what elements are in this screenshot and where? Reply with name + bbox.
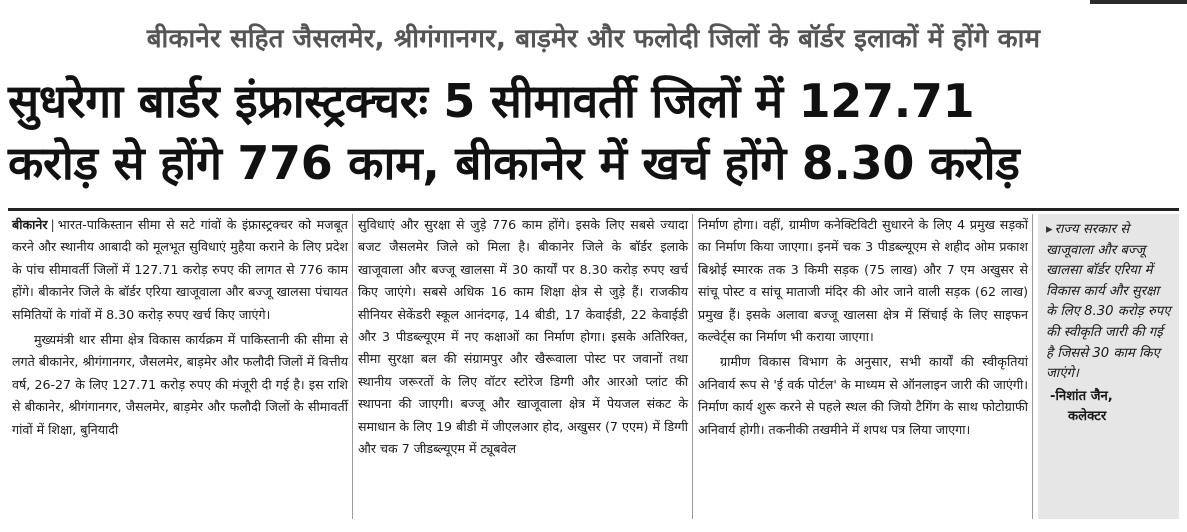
headline — [8, 70, 1179, 194]
article-column-3 — [698, 214, 1028, 441]
paragraph-text: भारत-पाकिस्तान सीमा से सटे गांवों के इंफ्रास्ट्रक्चर को मजबूत करने और स्थानीय आबादी को मूलभूत सुविधाएं मुहैया कराने के लिए प्रदेश के पांच सीमावर्ती जिलों में 127.71 करोड़ रुपए की लागत से 776 काम होंगे। बीकानेर जिले के बॉर्डर एरिया खाजूवाला और बज्जू खालसा पंचायत समितियों के गांवों में 8.30 करोड़ रुपए खर्च किए जाएंगे। — [12, 217, 348, 322]
paragraph: निर्माण होगा। वहीं, ग्रामीण कनेक्टिविटी सुधारने के लिए 4 प्रमुख सड़कों का निर्माण किया जाएगा। इनमें चक 3 पीडब्ल्यूएम से शहीद ओम प्रकाश बिश्नोई स्मारक तक 3 किमी सड़क (75 लाख) और 7 एम अखुसर से सांचू पोस्ट व सांचू माताजी मंदिर की ओर जाने वाली सड़क (62 लाख) प्रमुख हैं। इसके अलावा बज्जू खालसा क्षेत्र में सिंचाई के लिए साइफन कल्वेर्ट्स का निर्माण भी कराया जाएगा। — [698, 217, 1028, 345]
quote-attribution — [1038, 387, 1179, 428]
quote-arrow-icon: ▸ — [1046, 222, 1053, 237]
headline-line-1: सुधरेगा बार्डर इंफ्रास्ट्रक्चरः 5 सीमावर्ती जिलों में 127.71 — [8, 74, 975, 128]
headline-line-2: करोड़ से होंगे 776 काम, बीकानेर में खर्च होंगे 8.30 करोड़ — [8, 136, 1020, 190]
paragraph: सुविधाएं और सुरक्षा से जुड़े 776 काम होंगे। इसके लिए सबसे ज्यादा बजट जैसलमेर जिले को मिला है। बीकानेर जिले के बॉर्डर इलाके खाजूवाला और बज्जू खालसा में 30 कार्यों पर 8.30 करोड़ रुपए खर्च किए जाएंगे। सबसे अधिक 16 काम शिक्षा क्षेत्र से जुड़े हैं। राजकीय सीनियर सेकेंडरी स्कूल आनंदगढ़, 14 बीडी, 17 केवाईडी, 22 केवाईडी और 3 पीडब्ल्यूएम में नए कक्षाओं का निर्माण होगा। इसके अतिरिक्त, सीमा सुरक्षा बल की संग्रामपुर और खैरूवाला पोस्ट पर जवानों तथा स्थानीय जरूरतों के लिए वॉटर स्टोरेज डिग्गी और आरओ प्लांट की स्थापना की जाएगी। बज्जू और खाजूवाला क्षेत्र में पेयजल संकट के समाधान के लिए 19 बीडी में जीएलआर होद, अखुसर (7 एएम) में डिग्गी और चक 7 जीडब्ल्यूएम में ट्यूबवेल — [358, 217, 688, 457]
dateline: बीकानेर — [12, 217, 48, 232]
quote-body: राज्य सरकार से खाजूवाला और बज्जू खालसा बॉर्डर एरिया में विकास कार्य और सुरक्षा के लिए 8.30 करोड़ रुपए की स्वीकृति जारी की गई है जिससे 30 काम किए जाएंगे। — [1046, 222, 1171, 382]
dateline-separator: | — [50, 217, 55, 232]
quote-text — [1038, 214, 1179, 385]
quote-author-role: कलेक्टर — [1068, 409, 1107, 425]
article-column-1 — [12, 214, 348, 441]
paragraph: मुख्यमंत्री थार सीमा क्षेत्र विकास कार्यक्रम में पाकिस्तानी की सीमा से लगते बीकानेर, श्रीगंगानगर, जैसलमेर, बाड़मेर और फलौदी जिलों में वित्तीय वर्ष, 26-27 के लिए 127.71 करोड़ रुपए की मंजूरी दी गई है। इस राशि से बीकानेर, श्रीगंगानगर, जैसलमेर, बाड़मेर और फलौदी जिलों के सीमावर्ती गांवों में शिक्षा, बुनियादी — [12, 332, 348, 437]
top-edge-strip — [0, 0, 1187, 6]
paragraph: ग्रामीण विकास विभाग के अनुसार, सभी कार्यों की स्वीकृतियां अनिवार्य रूप से 'ई वर्क पोर्टल' के माध्यम से ऑनलाइन जारी की जाएंगी। निर्माण कार्य शुरू करने से पहले स्थल की जियो टैगिंग के साथ फोटोग्राफी अनिवार्य होगी। तकनीकी तखमीने में शपथ पत्र लिया जाएगा। — [698, 354, 1028, 437]
paragraph — [12, 214, 348, 326]
quote-author-name: -निशांत जैन, — [1050, 388, 1113, 404]
column-divider — [352, 214, 353, 519]
quote-box — [1038, 214, 1179, 519]
clipped-fragment — [1090, 0, 1187, 4]
article-column-2 — [358, 214, 688, 460]
column-divider — [692, 214, 693, 519]
kicker-subheadline: बीकानेर सहित जैसलमेर, श्रीगंगानगर, बाड़मेर और फलोदी जिलों के बॉर्डर इलाकों में होंगे काम — [146, 24, 1041, 54]
headline-rule — [8, 208, 1179, 211]
column-divider — [1032, 214, 1033, 519]
